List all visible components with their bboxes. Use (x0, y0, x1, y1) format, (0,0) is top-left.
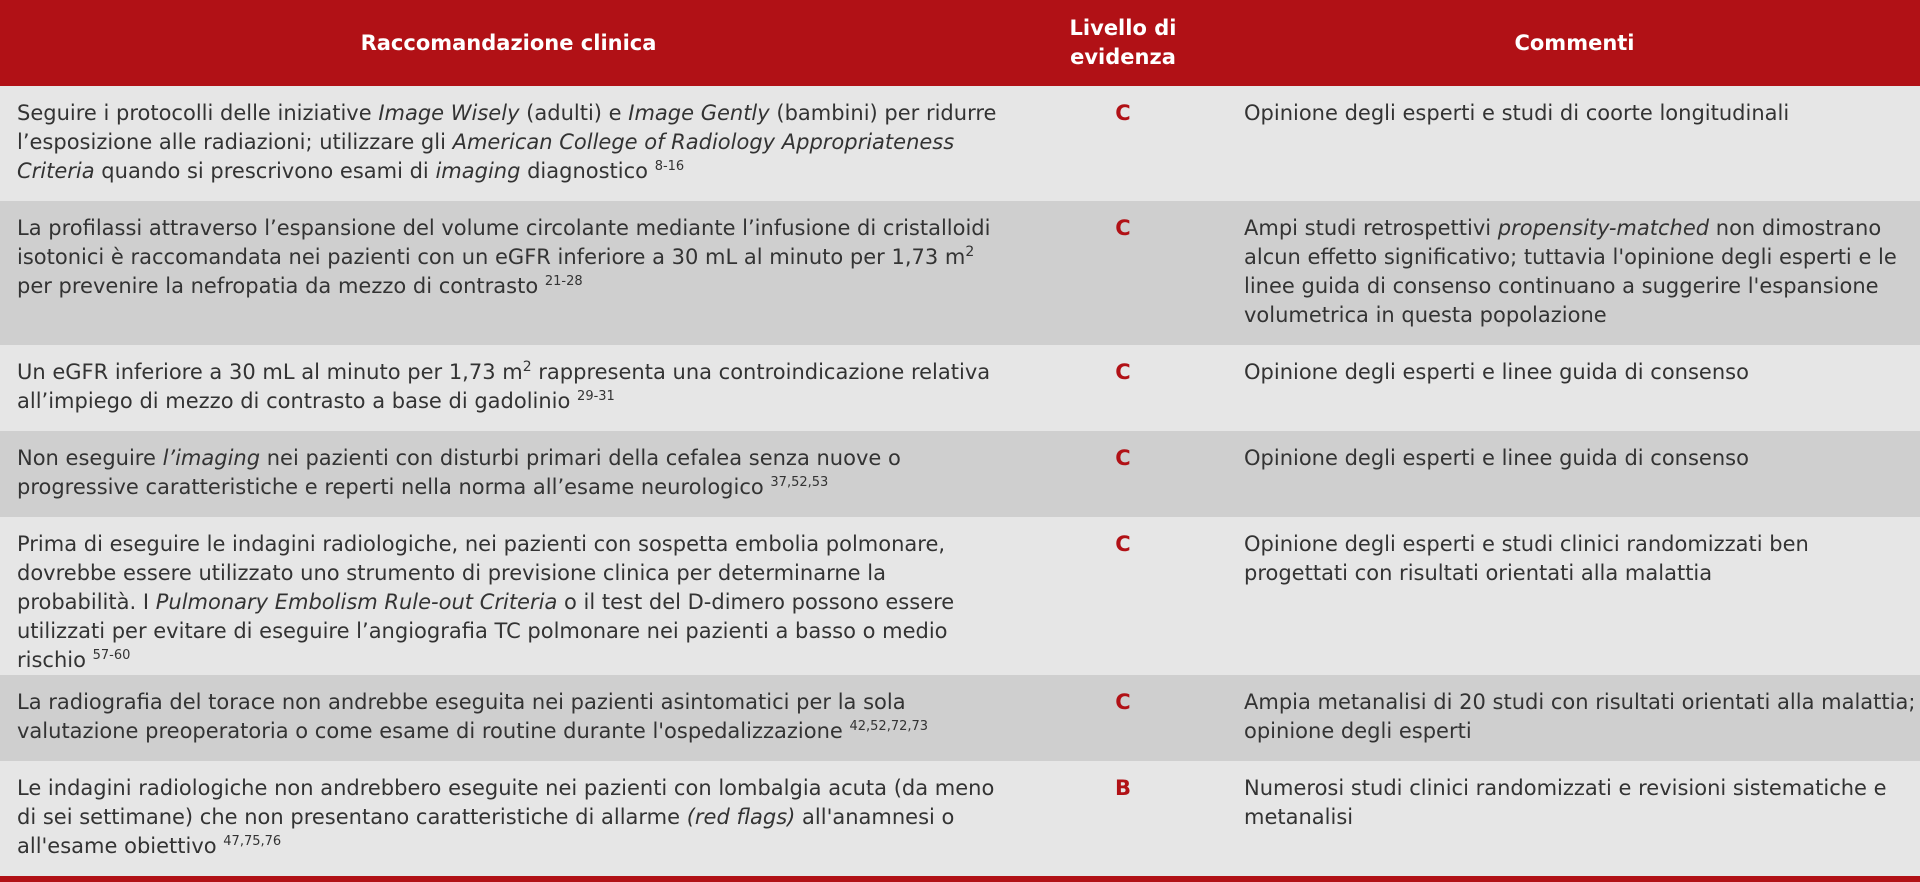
table-row (0, 431, 1920, 517)
header-level-line1: Livello di (1069, 16, 1177, 40)
italic-term: imaging (435, 159, 521, 183)
text-run: Opinione degli esperti e linee guida di consenso (1244, 446, 1749, 470)
text-run: rappresenta una controindicazione relativa all’impiego di mezzo di contrasto a base di gadolinio (17, 360, 991, 413)
text-run: Opinione degli esperti e linee guida di consenso (1244, 360, 1749, 384)
comment-cell (1229, 517, 1920, 675)
table-row (0, 517, 1920, 675)
table-row (0, 345, 1920, 431)
recommendation-cell (0, 201, 1017, 345)
table-row (0, 86, 1920, 201)
table-row (0, 675, 1920, 761)
italic-term: Pulmonary Embolism Rule-out Criteria (155, 590, 558, 614)
text-run: (adulti) e (519, 101, 629, 125)
text-run: per prevenire la nefropatia da mezzo di contrasto (17, 274, 545, 298)
italic-term: l’imaging (162, 446, 261, 470)
recommendation-cell (0, 517, 1017, 675)
evidence-level: C (1017, 345, 1229, 431)
unit-superscript: 2 (965, 244, 975, 260)
evidence-level: C (1017, 431, 1229, 517)
text-run: La radiografia del torace non andrebbe eseguita nei pazienti asintomatici per la sola valutazione preoperatoria o come esame di routine durante l'ospedalizzazione (17, 690, 906, 743)
recommendation-cell (0, 345, 1017, 431)
header-level (1017, 0, 1229, 86)
reference-superscript: 8-16 (654, 159, 685, 174)
italic-term: Image Gently (628, 101, 770, 125)
bottom-border-bar (0, 876, 1920, 882)
text-run: La profilassi attraverso l’espansione del volume circolante mediante l’infusione di cristalloidi isotonici è raccomandata nei pazienti con un eGFR inferiore a 30 mL al minuto per 1,73 m (17, 216, 991, 269)
header-recommendation: Raccomandazione clinica (0, 0, 1017, 86)
table-row (0, 761, 1920, 876)
comment-cell (1229, 431, 1920, 517)
text-run: Ampia metanalisi di 20 studi con risultati orientati alla malattia; opinione degli esperti (1244, 690, 1916, 743)
text-run: Le indagini radiologiche non andrebbero eseguite nei pazienti con lombalgia acuta (da meno di sei settimane) che non presentano caratteristiche di allarme (17, 776, 995, 829)
comment-cell (1229, 761, 1920, 876)
evidence-level: C (1017, 86, 1229, 201)
reference-superscript: 47,75,76 (223, 834, 282, 849)
evidence-level: C (1017, 201, 1229, 345)
reference-superscript: 29-31 (577, 389, 615, 404)
unit-superscript: 2 (522, 359, 532, 375)
reference-superscript: 42,52,72,73 (849, 719, 929, 734)
evidence-level: C (1017, 675, 1229, 761)
comment-cell (1229, 201, 1920, 345)
text-run: quando si prescrivono esami di (94, 159, 436, 183)
italic-term: American College of Radiology Appropriateness Criteria (17, 130, 955, 183)
text-run: nei pazienti con disturbi primari della cefalea senza nuove o progressive caratteristiche e reperti nella norma all’esame neurologico (17, 446, 901, 499)
text-run: Prima di eseguire le indagini radiologiche, nei pazienti con sospetta embolia polmonare, dovrebbe essere utilizzato uno strumento di previsione clinica per determinarne la probabilità. I (17, 532, 946, 614)
text-run: Opinione degli esperti e studi di coorte longitudinali (1244, 101, 1790, 125)
comment-cell (1229, 345, 1920, 431)
text-run: non dimostrano alcun effetto significativo; tuttavia l'opinione degli esperti e le linee guida di consenso continuano a suggerire l'espansione volumetrica in questa popolazione (1244, 216, 1897, 327)
text-run: Seguire i protocolli delle iniziative (17, 101, 379, 125)
header-level-line2: evidenza (1070, 45, 1176, 69)
recommendation-cell (0, 761, 1017, 876)
text-run: Opinione degli esperti e studi clinici randomizzati ben progettati con risultati orientati alla malattia (1244, 532, 1809, 585)
evidence-level: B (1017, 761, 1229, 876)
text-run: all'anamnesi o all'esame obiettivo (17, 805, 955, 858)
reference-superscript: 57-60 (92, 648, 131, 663)
text-run: o il test del D-dimero possono essere utilizzati per evitare di eseguire l’angiografia TC polmonare nei pazienti a basso o medio rischio (17, 590, 955, 672)
recommendation-cell (0, 675, 1017, 761)
comment-cell (1229, 675, 1920, 761)
text-run: Numerosi studi clinici randomizzati e revisioni sistematiche e metanalisi (1244, 776, 1887, 829)
text-run: Un eGFR inferiore a 30 mL al minuto per 1,73 m (17, 360, 523, 384)
header-comments: Commenti (1229, 0, 1920, 86)
evidence-level: C (1017, 517, 1229, 675)
reference-superscript: 21-28 (544, 274, 583, 289)
recommendation-cell (0, 86, 1017, 201)
text-run: (bambini) per ridurre l’esposizione alle radiazioni; utilizzare gli (17, 101, 997, 154)
text-run: Non eseguire (17, 446, 163, 470)
italic-term: propensity-matched (1497, 216, 1710, 240)
table-row (0, 201, 1920, 345)
comment-cell (1229, 86, 1920, 201)
header-row (0, 0, 1920, 86)
italic-term: Image Wisely (378, 101, 520, 125)
recommendation-cell (0, 431, 1017, 517)
italic-term: (red flags) (686, 805, 796, 829)
reference-superscript: 37,52,53 (770, 475, 829, 490)
text-run: diagnostico (520, 159, 655, 183)
text-run: Ampi studi retrospettivi (1244, 216, 1498, 240)
